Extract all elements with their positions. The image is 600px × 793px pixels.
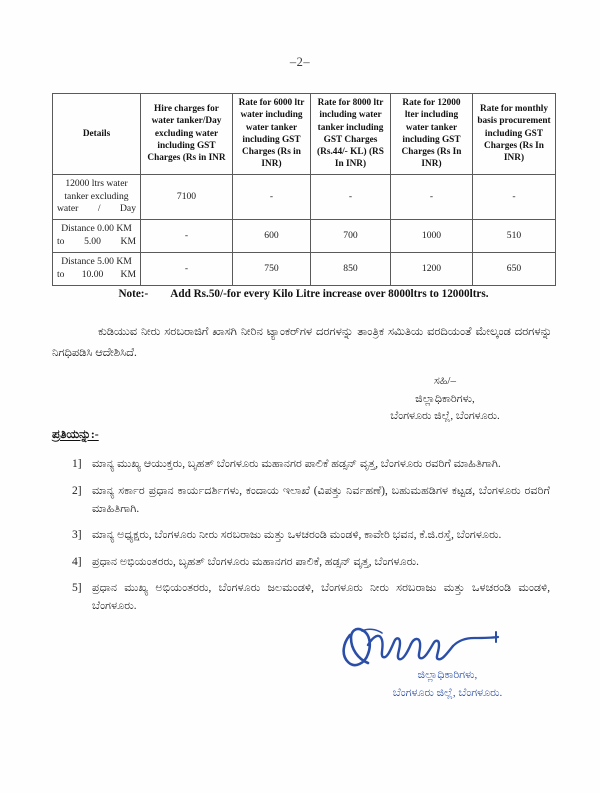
- cell-rate-8000: 700: [311, 220, 391, 253]
- list-item-text: ಮಾನ್ಯ ಸರ್ಕಾರ ಪ್ರಧಾನ ಕಾರ್ಯದರ್ಶಿಗಳು, ಕಂದಾಯ ಇಲಾಖೆ (ವಿಪತ್ತು ನಿರ್ವಹಣೆ), ಬಹುಮಹಡಿಗಳ ಕಟ್ಟಡ, ಬೆಂಗಳೂರು ರವರಿಗೆ ಮಾಹಿತಿಗಾಗಿ.: [92, 484, 550, 515]
- cell-hire-charges: 7100: [141, 174, 233, 220]
- handwritten-signature-icon: [338, 625, 513, 671]
- list-item: [72, 579, 550, 615]
- table-header-details: Details: [53, 94, 141, 175]
- signature-bottom-location: ಬೆಂಗಳೂರು ಜಿಲ್ಲೆ, ಬೆಂಗಳೂರು.: [392, 686, 503, 699]
- copy-to-heading: ಪ್ರತಿಯನ್ನು:-: [52, 427, 99, 441]
- cell-rate-6000: -: [233, 174, 311, 220]
- cell-rate-12000: -: [391, 174, 473, 220]
- signature-office-location: ಬೆಂಗಳೂರು ಜಿಲ್ಲೆ, ಬೆಂಗಳೂರು.: [390, 410, 500, 423]
- copy-to-list: [72, 455, 550, 623]
- row-detail: Distance 5.00 KM to 10.00 KM: [53, 253, 141, 286]
- signature-designation: ಜಿಲ್ಲಾಧಿಕಾರಿಗಳು,: [415, 392, 475, 405]
- signature-sahi-label: ಸಹಿ/–: [434, 375, 456, 387]
- list-item-number: 1]: [72, 458, 82, 470]
- list-item-number: 2]: [72, 484, 82, 497]
- rate-table-container: [52, 93, 555, 286]
- list-item: [72, 553, 550, 572]
- list-item: [72, 455, 550, 474]
- table-header-rate-12000: Rate for 12000 lter including water tanker including GST Charges (Rs In INR): [391, 94, 473, 175]
- row-detail: 12000 ltrs water tanker excluding water / Day: [53, 174, 141, 220]
- cell-rate-8000: 850: [311, 253, 391, 286]
- cell-rate-6000: 750: [233, 253, 311, 286]
- cell-rate-12000: 1000: [391, 220, 473, 253]
- rate-table-head: [53, 94, 556, 175]
- cell-hire-charges: -: [141, 253, 233, 286]
- list-item-text: ಪ್ರಧಾನ ಮುಖ್ಯ ಅಭಿಯಂತರರು, ಬೆಂಗಳೂರು ಜಲಮಂಡಳಿ, ಬೆಂಗಳೂರು ನೀರು ಸರಬರಾಜು ಮತ್ತು ಒಳಚರಂಡಿ ಮಂಡಳಿ, ಬೆಂಗಳೂರು.: [92, 582, 550, 613]
- cell-rate-12000: 1200: [391, 253, 473, 286]
- cell-rate-8000: -: [311, 174, 391, 220]
- note-text: Add Rs.50/-for every Kilo Litre increase over 8000ltrs to 12000ltrs.: [170, 288, 489, 300]
- list-item-number: 4]: [72, 555, 82, 568]
- list-item: [72, 526, 550, 545]
- table-header-monthly-basis: Rate for monthly basis procurement including GST Charges (Rs In INR): [473, 94, 556, 175]
- table-header-row: [53, 94, 556, 175]
- list-item-number: 5]: [72, 582, 82, 595]
- row-detail: Distance 0.00 KM to 5.00 KM: [53, 220, 141, 253]
- table-row: [53, 253, 556, 286]
- table-row: [53, 174, 556, 220]
- page-number: –2–: [289, 55, 311, 69]
- note-label: Note:-: [118, 288, 149, 300]
- note-line: [52, 288, 555, 300]
- list-item: [72, 482, 550, 518]
- signature-bottom-designation: ಜಿಲ್ಲಾಧಿಕಾರಿಗಳು,: [417, 669, 478, 681]
- list-item-text: ಮಾನ್ಯ ಮುಖ್ಯ ಆಯುಕ್ತರು, ಬೃಹತ್ ಬೆಂಗಳೂರು ಮಹಾನಗರ ಪಾಲಿಕೆ ಹಡ್ಸನ್ ವೃತ್ತ, ಬೆಂಗಳೂರು ರವರಿಗೆ ಮಾಹಿತಿಗಾಗಿ.: [92, 458, 501, 470]
- table-header-hire-charges: Hire charges for water tanker/Day excluding water including GST Charges (Rs in INR: [141, 94, 233, 175]
- cell-monthly-basis: 510: [473, 220, 556, 253]
- list-item-number: 3]: [72, 528, 82, 541]
- list-item-text: ಪ್ರಧಾನ ಅಭಿಯಂತರರು, ಬೃಹತ್ ಬೆಂಗಳೂರು ಮಹಾನಗರ ಪಾಲಿಕೆ, ಹಡ್ಸನ್ ವೃತ್ತ, ಬೆಂಗಳೂರು.: [92, 555, 419, 568]
- signature-bottom-text: [330, 667, 565, 703]
- body-paragraph: [52, 322, 552, 364]
- rate-table: [52, 93, 556, 286]
- table-header-rate-6000: Rate for 6000 ltr water including water tanker including GST Charges (Rs in INR): [233, 94, 311, 175]
- paragraph-text: ಕುಡಿಯುವ ನೀರು ಸರಬರಾಜಿಗೆ ಖಾಸಗಿ ನೀರಿನ ಟ್ಯಾಂಕರ್‌ಗಳ ದರಗಳನ್ನು ತಾಂತ್ರಿಕ ಸಮಿತಿಯ ವರದಿಯಂತೆ ಮೇಲ್ಕಂಡ ದರಗಳನ್ನು ನಿಗಧಿಪಡಿಸಿ ಆದೇಶಿಸಿದೆ.: [52, 326, 552, 359]
- table-row: [53, 220, 556, 253]
- list-item-text: ಮಾನ್ಯ ಅಧ್ಯಕ್ಷರು, ಬೆಂಗಳೂರು ನೀರು ಸರಬರಾಜು ಮತ್ತು ಒಳಚರಂಡಿ ಮಂಡಳಿ, ಕಾವೇರಿ ಭವನ, ಕೆ.ಜಿ.ರಸ್ತೆ, ಬೆಂಗಳೂರು.: [92, 528, 502, 541]
- cell-hire-charges: -: [141, 220, 233, 253]
- rate-table-body: [53, 174, 556, 286]
- table-header-rate-8000: Rate for 8000 ltr including water tanker including GST Charges (Rs.44/- KL) (RS In INR): [311, 94, 391, 175]
- cell-monthly-basis: 650: [473, 253, 556, 286]
- cell-rate-6000: 600: [233, 220, 311, 253]
- cell-monthly-basis: -: [473, 174, 556, 220]
- signature-block-top: [330, 373, 560, 426]
